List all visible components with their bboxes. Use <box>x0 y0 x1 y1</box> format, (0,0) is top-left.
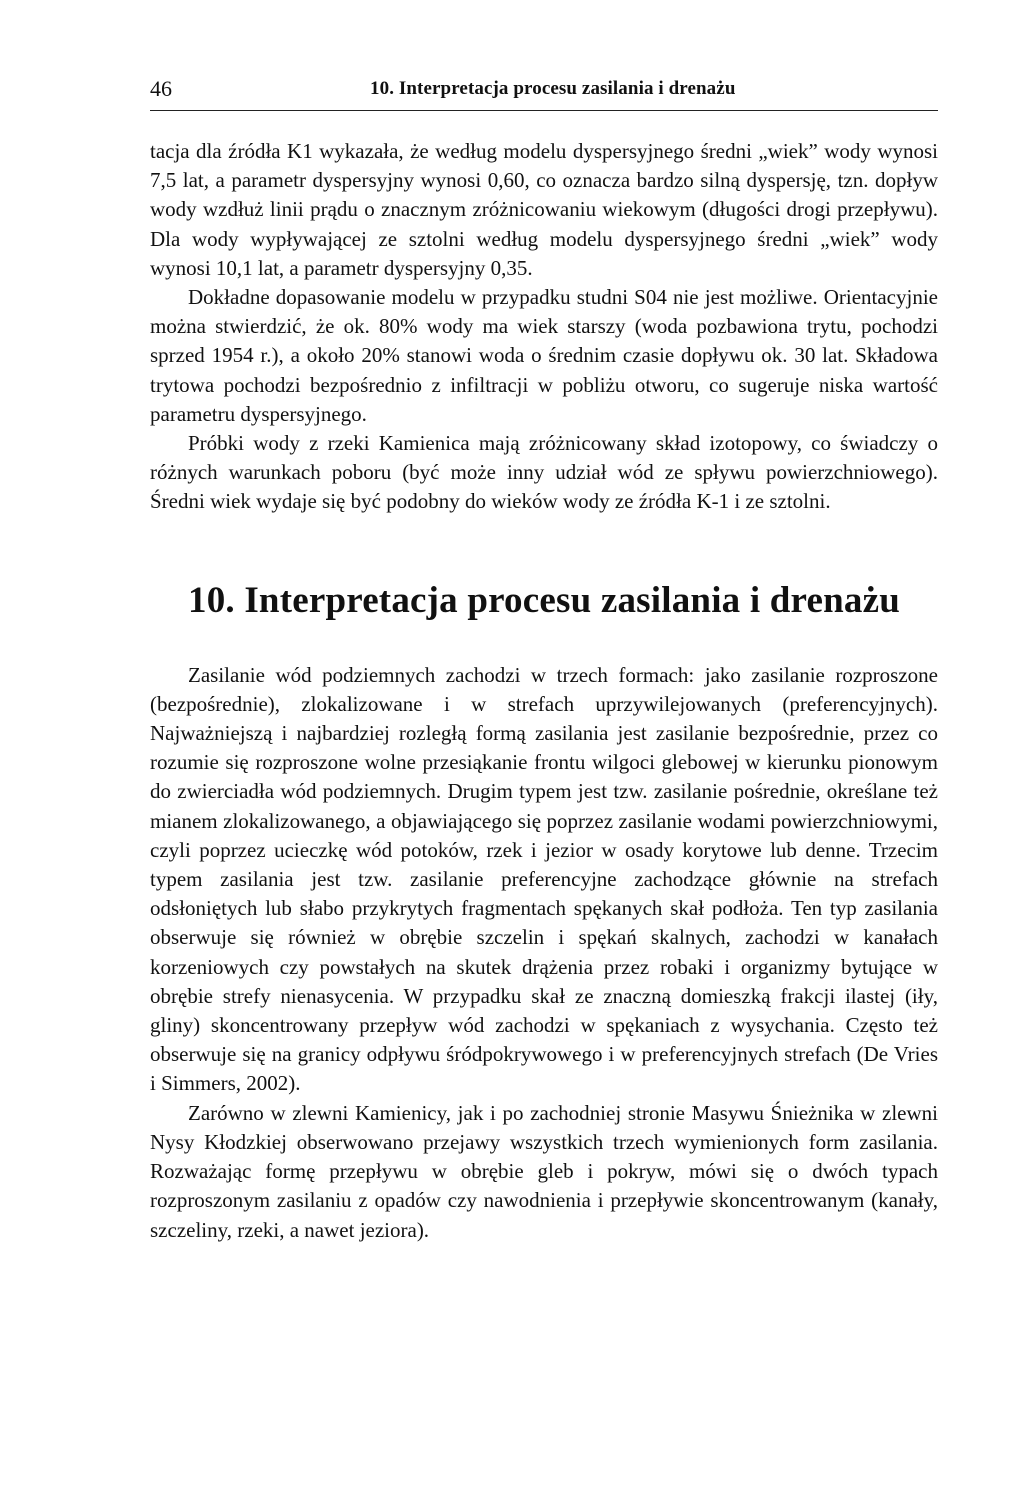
running-head <box>150 70 938 111</box>
paragraph-continued: tacja dla źródła K1 wykazała, że według modelu dyspersyjnego średni „wiek” wody wynosi 7,5 lat, a parametr dyspersyjny wynosi 0,60, co oznacza bardzo silną dyspersję, tzn. dopływ wody wzdłuż linii prądu o znacznym zróżnicowaniu wiekowym (długości drogi przepływu). Dla wody wypływającej ze sztolni według modelu dyspersyjnego średni „wiek” wody wynosi 10,1 lat, a parametr dyspersyjny 0,35. <box>150 139 938 280</box>
section-heading: 10. Interpretacja procesu zasilania i drenażu <box>188 579 900 621</box>
body-text <box>150 137 938 1245</box>
running-title: 10. Interpretacja procesu zasilania i drenażu <box>370 78 736 99</box>
page-number: 46 <box>150 76 172 101</box>
page <box>150 70 938 1245</box>
paragraph: Dokładne dopasowanie modelu w przypadku studni S04 nie jest możliwe. Orientacyjnie można stwierdzić, że ok. 80% wody ma wiek starszy (woda pozbawiona trytu, pochodzi sprzed 1954 r.), a około 20% stanowi woda o średnim czasie dopływu ok. 30 lat. Składowa trytowa pochodzi bezpośrednio z infiltracji w pobliżu otworu, co sugeruje niska wartość parametru dyspersyjnego. <box>150 285 938 426</box>
paragraph: Próbki wody z rzeki Kamienica mają zróżnicowany skład izotopowy, co świadczy o różnych warunkach poboru (być może inny udział wód ze spływu powierzchniowego). Średni wiek wydaje się być podobny do wieków wody ze źródła K-1 i ze sztolni. <box>150 431 938 514</box>
paragraph: Zarówno w zlewni Kamienicy, jak i po zachodniej stronie Masywu Śnieżnika w zlewni Nysy Kłodzkiej obserwowano przejawy wszystkich trzech wymienionych form zasilania. Rozważając formę przepływu w obrębie gleb i pokryw, mówi się o dwóch typach rozproszonym zasilaniu z opadów czy nawodnienia i przepływie skoncentrowanym (kanały, szczeliny, rzeki, a nawet jeziora). <box>150 1100 938 1242</box>
paragraph: Zasilanie wód podziemnych zachodzi w trzech formach: jako zasilanie rozproszone (bezpośrednie), zlokalizowane i w strefach uprzywilejowanych (preferencyjnych). Najważniejszą i najbardziej rozległą formą zasilania jest zasilanie bezpośrednie, przez co rozumie się rozproszone wolne przesiąkanie frontu wilgoci glebowej w kierunku pionowym do zwierciadła wód podziemnych. Drugim typem jest tzw. zasilanie pośrednie, określane też mianem zlokalizowanego, a objawiającego się poprzez zasilanie wodami powierzchniowymi, czyli poprzez ucieczkę wód potoków, rzek i jezior w osady korytowe lub denne. Trzecim typem zasilania jest tzw. zasilanie preferencyjne zachodzące głównie na strefach odsłoniętych lub słabo przykrytych fragmentach spękanych skał podłoża. Ten typ zasilania obserwuje się również w obrębie szczelin i spękań skalnych, zachodzi w kanałach korzeniowych czy powstałych na skutek drążenia przez robaki i organizmy bytujące w obrębie strefy nienasycenia. W przypadku skał ze znaczną domieszką frakcji ilastej (iły, gliny) skoncentrowany przepływ wód zachodzi w spękaniach z wysychania. Często też obserwuje się na granicy odpływu śródpokrywowego i w preferencyjnych strefach (De Vries i Simmers, 2002). <box>150 662 938 1096</box>
